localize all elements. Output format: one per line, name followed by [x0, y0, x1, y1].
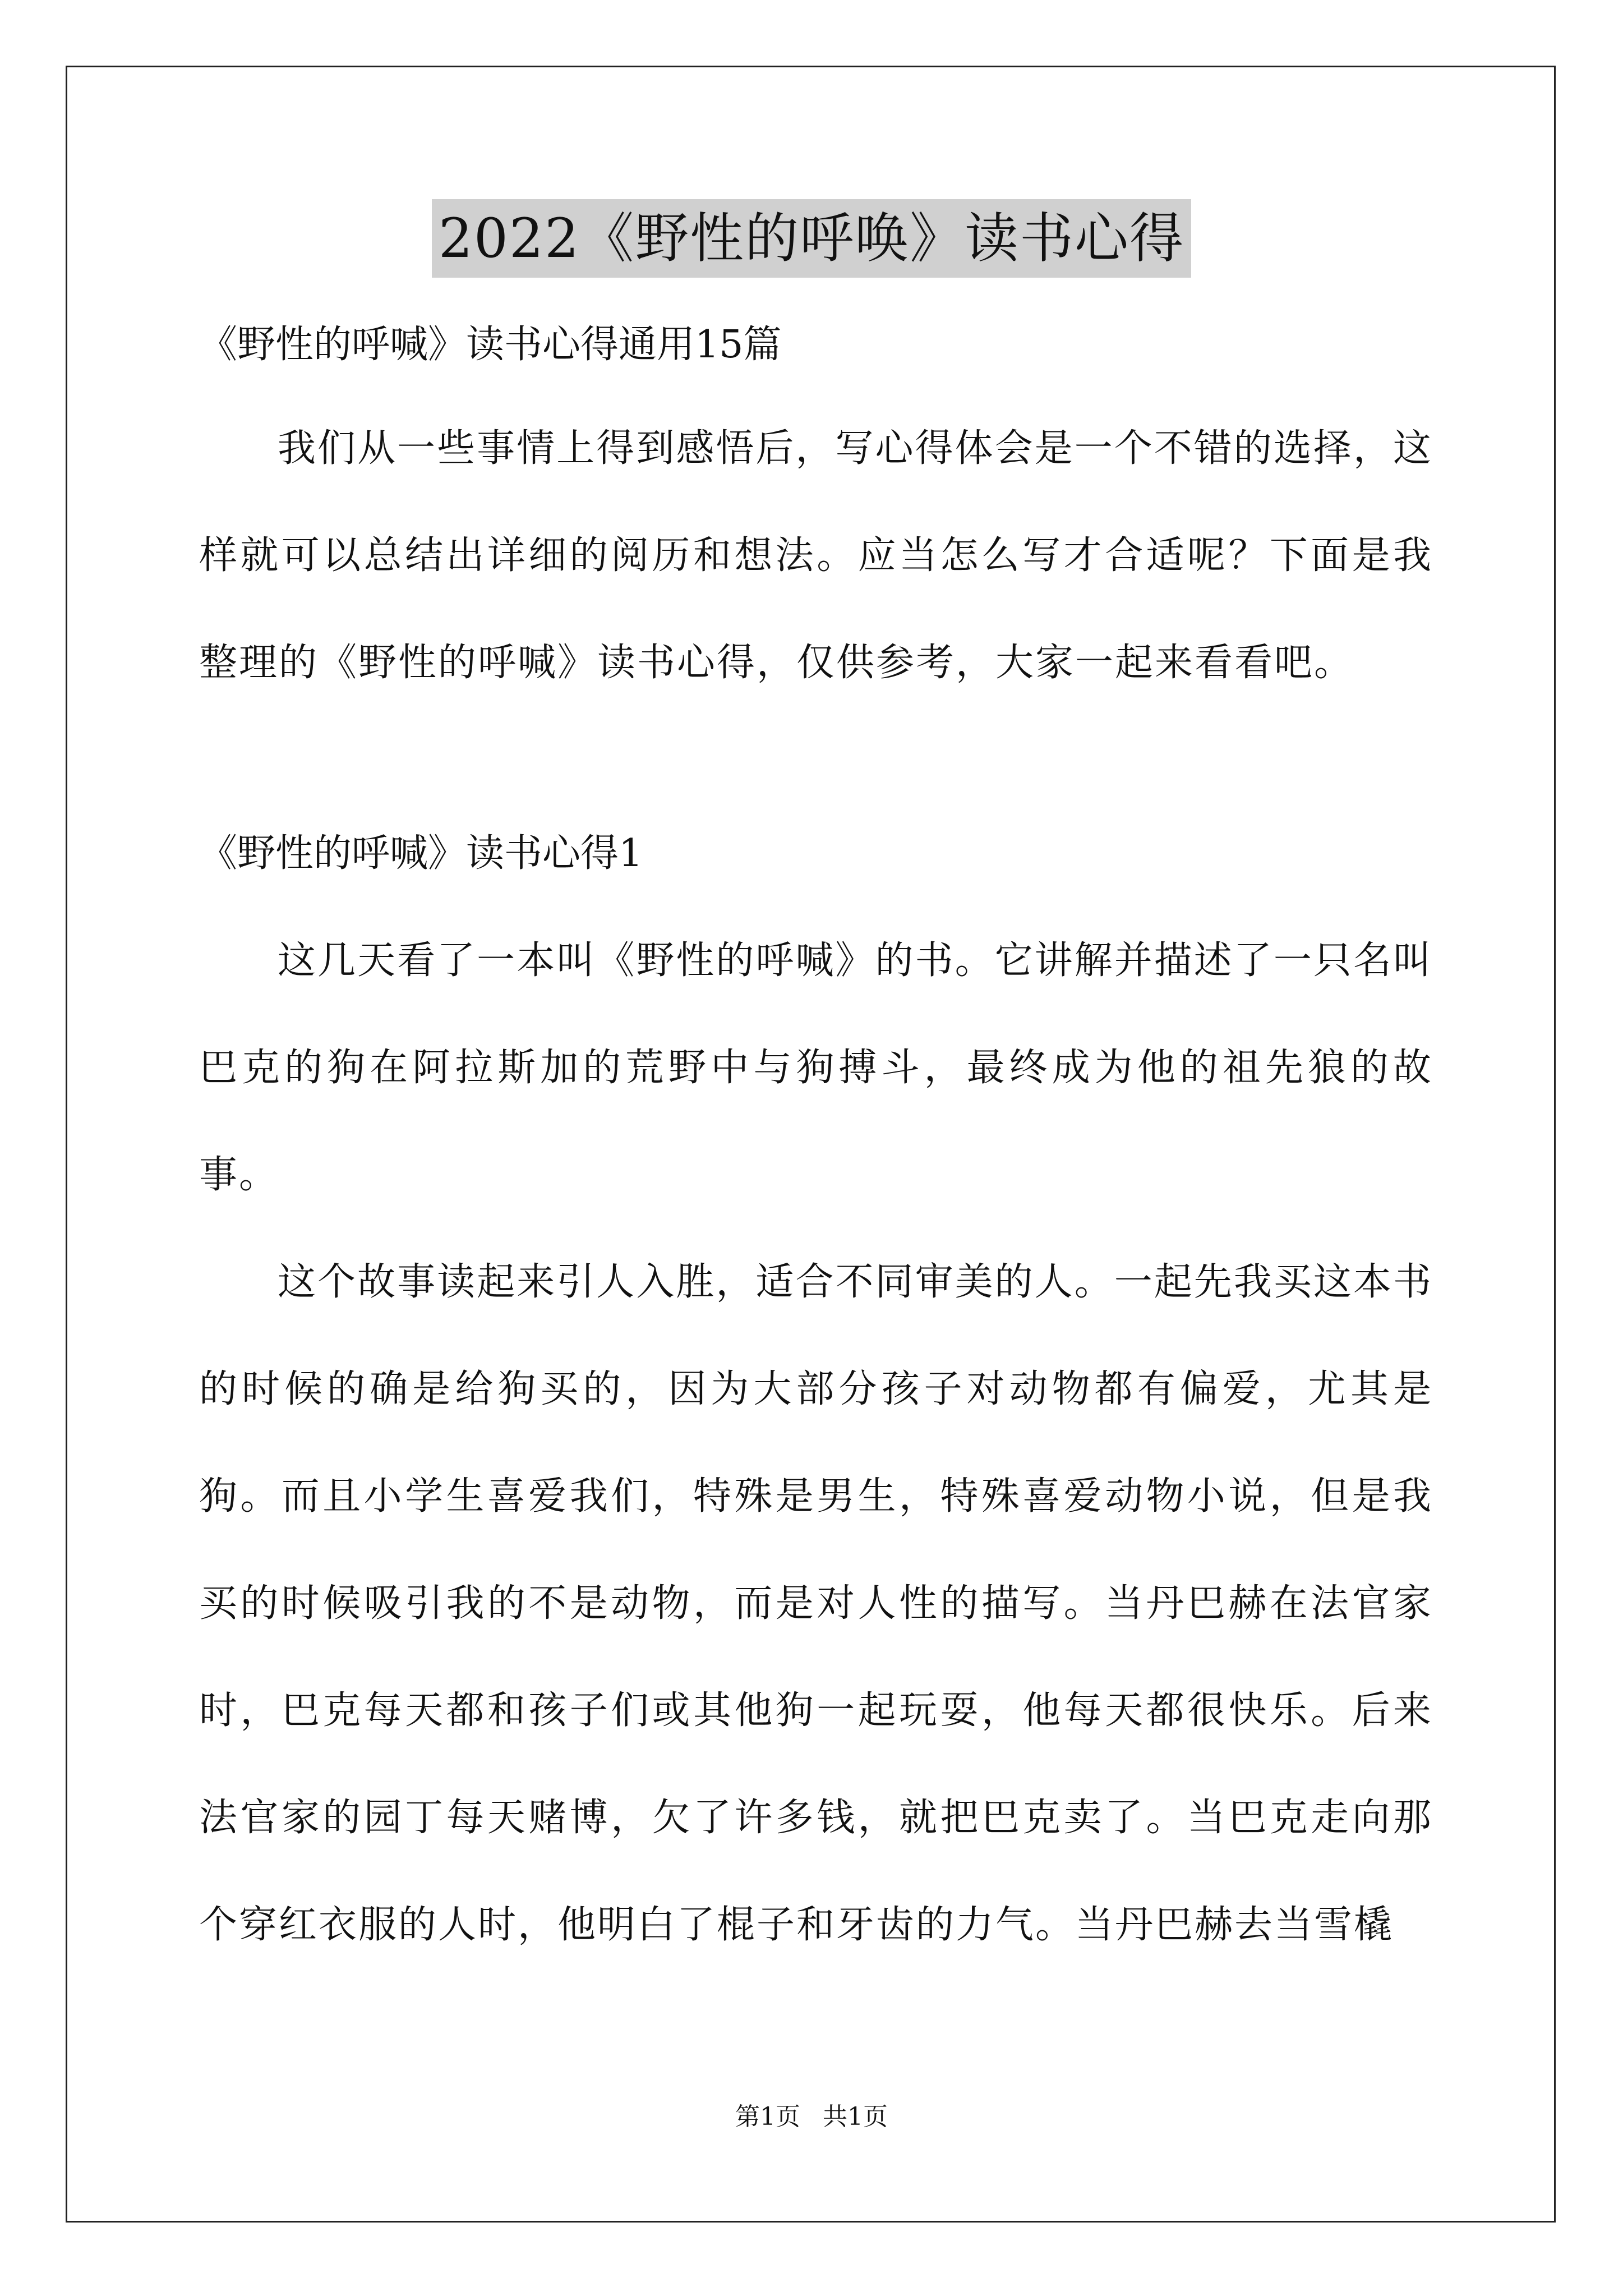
page-footer — [0, 2100, 1623, 2134]
intro-paragraph: 我们从一些事情上得到感悟后，写心得体会是一个不错的选择，这样就可以总结出详细的阅历和想法。应当怎么写才合适呢？下面是我整理的《野性的呼喊》读书心得，仅供参考，大家一起来看看吧。 — [199, 426, 1433, 685]
page-total: 共1页 — [823, 2102, 888, 2131]
section-heading: 《野性的呼喊》读书心得1 — [199, 831, 643, 876]
document-subtitle: 《野性的呼喊》读书心得通用15篇 — [199, 323, 782, 367]
page-number: 第1页 — [735, 2102, 800, 2131]
body-paragraph: 这个故事读起来引人入胜，适合不同审美的人。一起先我买这本书的时候的确是给狗买的，因为大部分孩子对动物都有偏爱，尤其是狗。而且小学生喜爱我们，特殊是男生，特殊喜爱动物小说，但是我买的时候吸引我的不是动物，而是对人性的描写。当丹巴赫在法官家时，巴克每天都和孩子们或其他狗一起玩耍，他每天都很快乐。后来法官家的园丁每天赌博，欠了许多钱，就把巴克卖了。当巴克走向那个穿红衣服的人时，他明白了棍子和牙齿的力气。当丹巴赫去当雪橇 — [199, 1260, 1433, 1947]
title-container — [0, 199, 1623, 278]
document-title: 2022《野性的呼唤》读书心得 — [432, 199, 1191, 278]
body-paragraph: 这几天看了一本叫《野性的呼喊》的书。它讲解并描述了一只名叫巴克的狗在阿拉斯加的荒野中与狗搏斗，最终成为他的祖先狼的故事。 — [199, 938, 1433, 1197]
document-body — [199, 303, 1433, 1978]
